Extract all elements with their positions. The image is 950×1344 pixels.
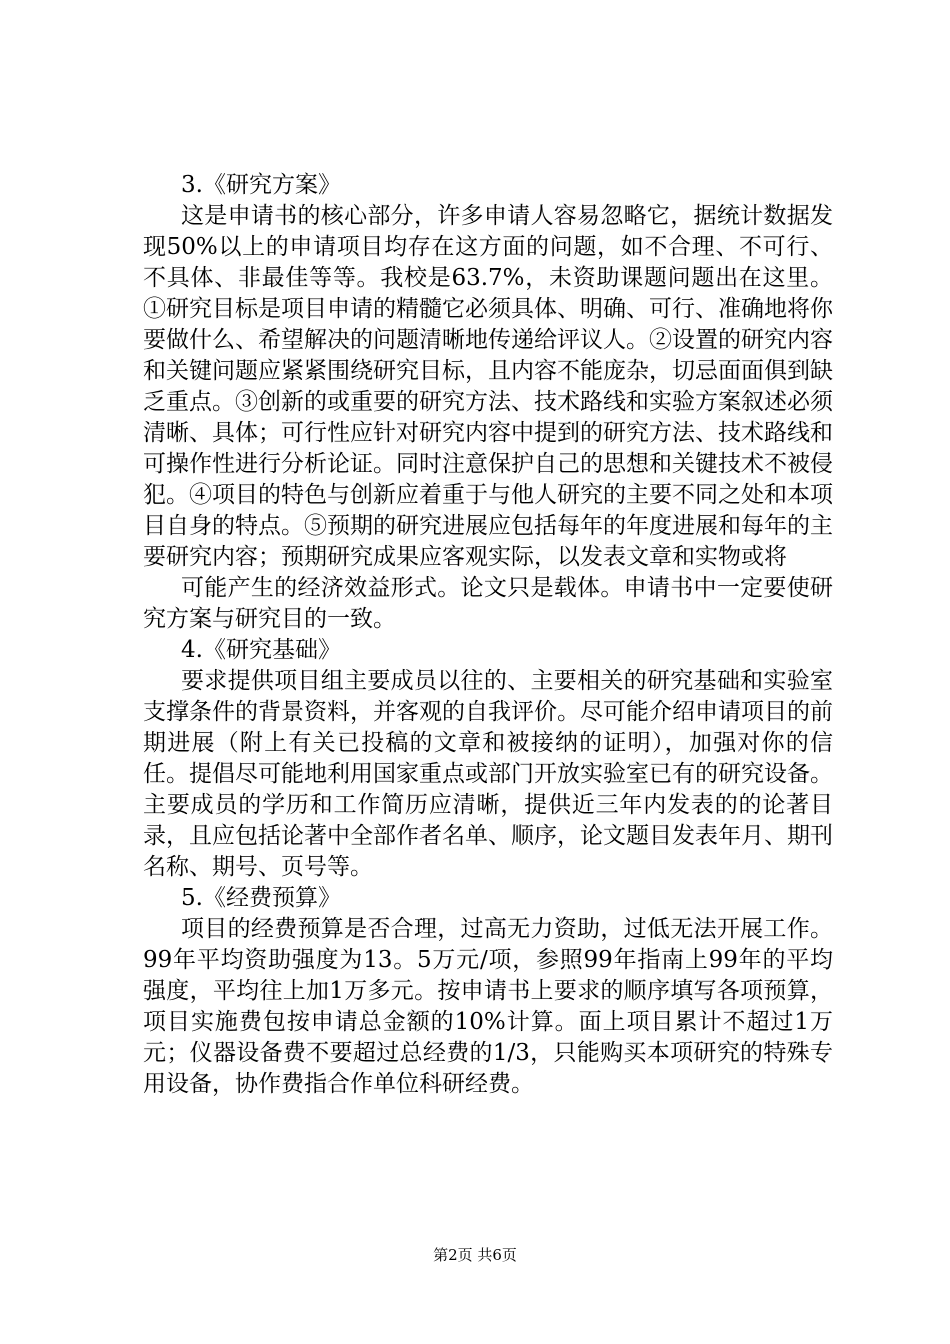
section-heading-budget: 5.《经费预算》 bbox=[181, 885, 341, 911]
section-heading-research-foundation: 4.《研究基础》 bbox=[181, 637, 341, 663]
page-footer bbox=[0, 1244, 950, 1265]
paragraph-budget-1: 项目的经费预算是否合理，过高无力资助，过低无法开展工作。99年平均资助强度为13。5万元/项，参照99年指南上99年的平均强度，平均往上加1万多元。按申请书上要求的顺序填写各项预算，项目实施费包按申请总金额的10%计算。面上项目累计不超过1万元；仪器设备费不要超过总经费的1/3，只能购买本项研究的特殊专用设备，协作费指合作单位科研经费。 bbox=[143, 916, 833, 1097]
section-heading-research-plan: 3.《研究方案》 bbox=[181, 172, 341, 198]
paragraph-research-foundation-1: 要求提供项目组主要成员以往的、主要相关的研究基础和实验室支撑条件的背景资料，并客观的自我评价。尽可能介绍申请项目的前期进展（附上有关已投稿的文章和被接纳的证明），加强对你的信任。提倡尽可能地利用国家重点或部门开放实验室已有的研究设备。主要成员的学历和工作简历应清晰，提供近三年内发表的的论著目录，且应包括论著中全部作者名单、顺序，论文题目发表年月、期刊名称、期号、页号等。 bbox=[143, 668, 833, 880]
paragraph-research-plan-2: 可能产生的经济效益形式。论文只是载体。申请书中一定要使研究方案与研究目的一致。 bbox=[143, 575, 833, 632]
document-body bbox=[143, 170, 833, 1100]
paragraph-research-plan-1: 这是申请书的核心部分，许多申请人容易忽略它，据统计数据发现50%以上的申请项目均存在这方面的问题，如不合理、不可行、不具体、非最佳等等。我校是63.7%，未资助课题问题出在这里。①研究目标是项目申请的精髓它必须具体、明确、可行、准确地将你要做什么、希望解决的问题清晰地传递给评议人。②设置的研究内容和关键问题应紧紧围绕研究目标，且内容不能庞杂，切忌面面俱到缺乏重点。③创新的或重要的研究方法、技术路线和实验方案叙述必须清晰、具体；可行性应针对研究内容中提到的研究方法、技术路线和可操作性进行分析论证。同时注意保护自己的思想和关键技术不被侵犯。④项目的特色与创新应着重于与他人研究的主要不同之处和本项目自身的特点。⑤预期的研究进展应包括每年的年度进展和每年的主要研究内容；预期研究成果应客观实际，以发表文章和实物或将 bbox=[143, 203, 833, 570]
page-number-label: 第2页 共6页 bbox=[433, 1246, 517, 1264]
